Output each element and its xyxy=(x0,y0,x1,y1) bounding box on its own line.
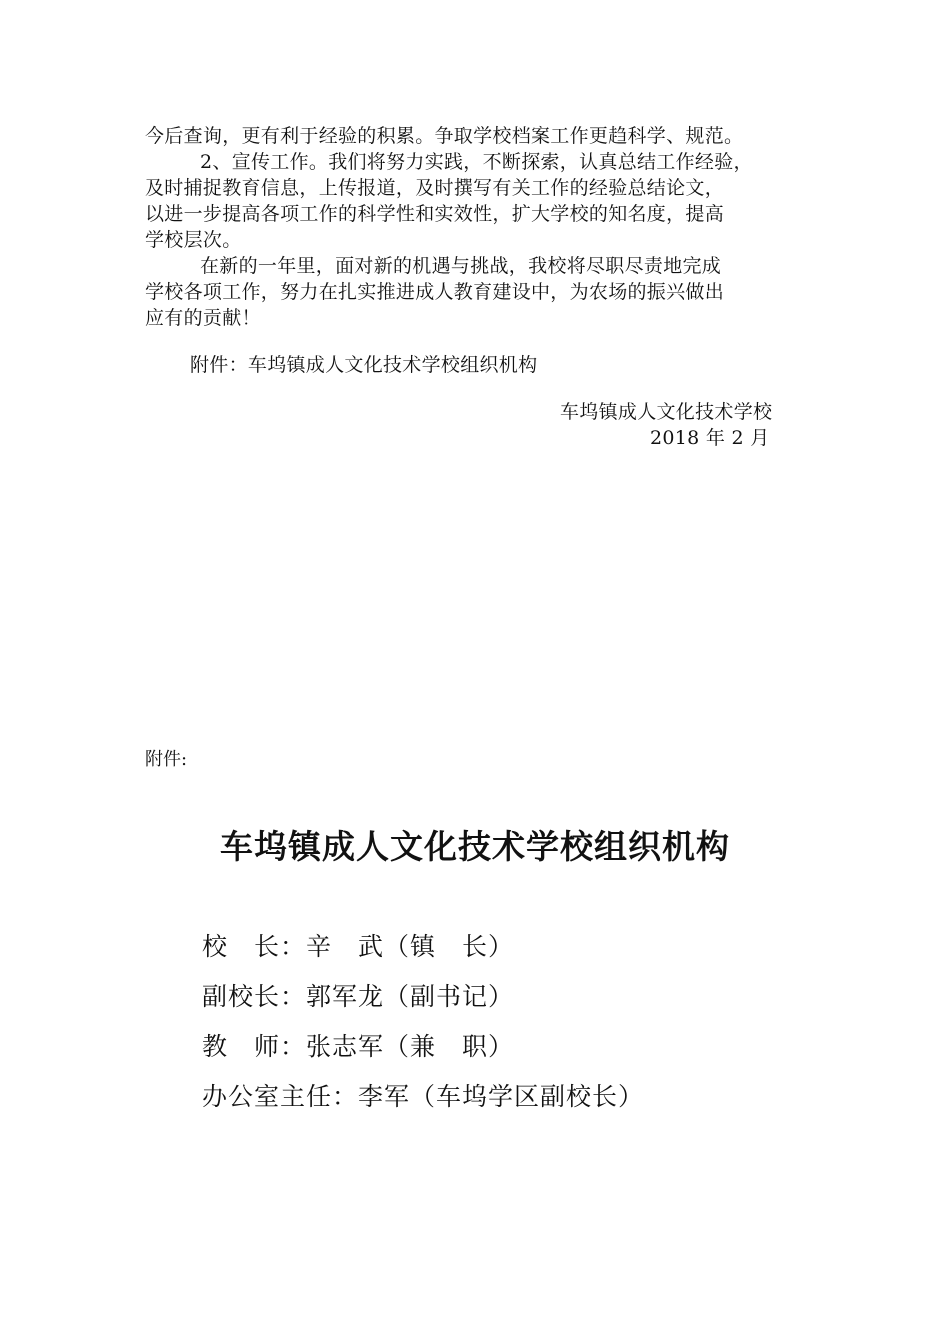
org-row-teacher: 教 师：张志军（兼 职） xyxy=(202,1032,515,1061)
org-row-office-director: 办公室主任：李军（车坞学区副校长） xyxy=(202,1082,645,1111)
body-line-8: 应有的贡献！ xyxy=(145,307,261,329)
body-line-5: 学校层次。 xyxy=(145,229,242,251)
body-line-4: 以进一步提高各项工作的科学性和实效性，扩大学校的知名度，提高 xyxy=(145,203,725,225)
body-line-2: 2、宣传工作。我们将努力实践，不断探索，认真总结工作经验， xyxy=(200,151,753,173)
annex-label: 附件: xyxy=(145,749,188,770)
body-line-3: 及时捕捉教育信息，上传报道，及时撰写有关工作的经验总结论文， xyxy=(145,177,725,199)
body-line-6: 在新的一年里，面对新的机遇与挑战，我校将尽职尽责地完成 xyxy=(200,255,722,277)
signature-school: 车坞镇成人文化技术学校 xyxy=(560,401,773,423)
org-row-vice-principal: 副校长：郭军龙（副书记） xyxy=(202,982,515,1011)
annex-title: 车坞镇成人文化技术学校组织机构 xyxy=(220,827,730,866)
org-row-principal: 校 长：辛 武（镇 长） xyxy=(202,932,515,961)
attachment-note: 附件：车坞镇成人文化技术学校组织机构 xyxy=(190,354,538,376)
body-line-1: 今后查询，更有利于经验的积累。争取学校档案工作更趋科学、规范。 xyxy=(145,125,744,147)
signature-date: 2018 年 2 月 xyxy=(650,427,770,449)
body-line-7: 学校各项工作，努力在扎实推进成人教育建设中，为农场的振兴做出 xyxy=(145,281,725,303)
